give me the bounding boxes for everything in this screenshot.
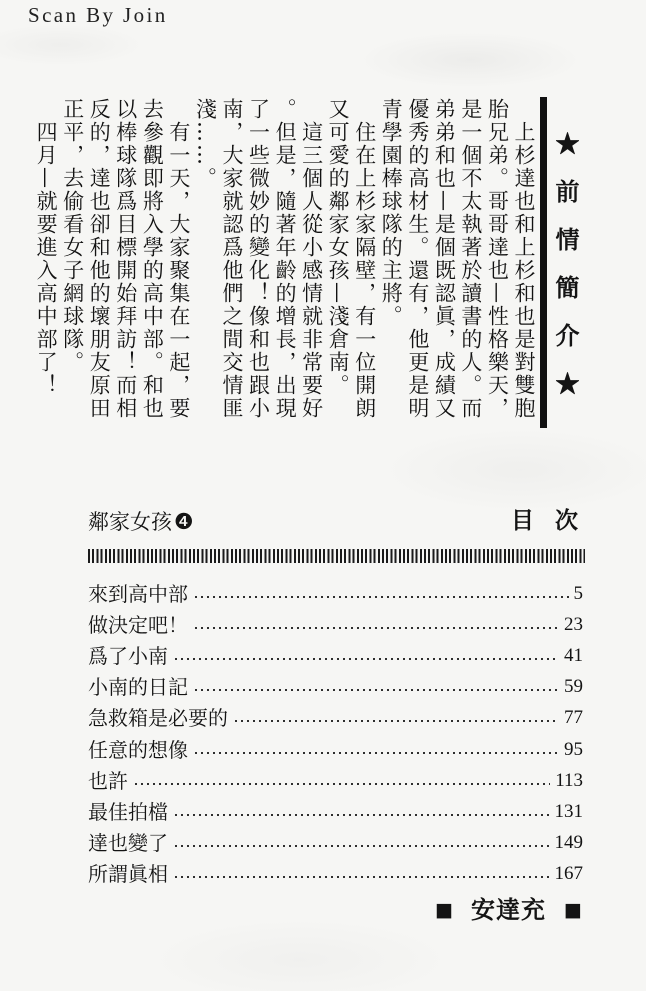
book-title-text: 鄰家女孩 [88, 510, 172, 534]
toc-row [88, 703, 583, 734]
book-title [88, 508, 194, 537]
synopsis-line: 去參觀即將入學的高中部。和也 [140, 98, 165, 420]
synopsis-heading: ★前情簡介★ [551, 131, 580, 419]
chapter-title: 爲了小南 [88, 643, 168, 668]
page-number: 149 [554, 832, 583, 854]
chapter-title: 達也變了 [88, 831, 168, 856]
toc-row [88, 672, 583, 703]
synopsis-line: 優秀的高材生。還有，他更是明 [405, 98, 430, 420]
toc-row [88, 765, 583, 796]
synopsis-line: 淺……。 [193, 98, 218, 190]
synopsis-line: 弟弟和也—是個既認眞，成績又 [432, 98, 457, 420]
synopsis-line: 又可愛的鄰家女孩—淺倉南。 [326, 98, 351, 397]
synopsis-line: 青學園棒球隊的主將。 [379, 98, 404, 328]
toc-row [88, 796, 583, 827]
synopsis-line: 正平，去偷看女子網球隊。 [60, 98, 85, 374]
chapter-title: 小南的日記 [88, 675, 188, 700]
page-number: 41 [564, 644, 583, 666]
toc-row [88, 859, 583, 890]
page-number: 59 [564, 676, 583, 698]
synopsis-line: 南，大家就認爲他們之間交情匪 [219, 98, 244, 420]
synopsis-text [32, 98, 537, 428]
square-bullet-icon: ■ [435, 899, 454, 921]
synopsis-divider-bar [540, 97, 547, 428]
synopsis-line: 是一個不太執著於讀書的人。而 [458, 98, 483, 420]
dot-leader [195, 627, 559, 629]
page-number: 5 [573, 582, 583, 604]
synopsis-line: 了一些微妙的變化！像和也跟小 [246, 98, 271, 420]
synopsis-line: 上杉達也和上杉和也是對雙胞 [512, 121, 536, 420]
page-number: 95 [564, 738, 583, 760]
toc-list [88, 578, 583, 890]
page-number: 113 [555, 769, 583, 791]
dot-leader [175, 876, 550, 878]
author-credit [435, 896, 582, 924]
synopsis-line: 四月—就要進入高中部了！ [34, 121, 59, 397]
toc-divider-rule [88, 549, 585, 563]
synopsis-line: 這三個人從小感情就非常要好 [299, 121, 324, 420]
toc-row [88, 640, 583, 671]
square-bullet-icon: ■ [564, 899, 582, 921]
page-number: 131 [554, 800, 583, 822]
dot-leader [195, 596, 569, 598]
author-name: 安達充 [471, 895, 547, 924]
dot-leader [135, 783, 550, 785]
page-number: 167 [554, 863, 583, 885]
toc-row [88, 609, 583, 640]
chapter-title: 所謂眞相 [88, 862, 168, 887]
scan-credit: Scan By Join [28, 3, 168, 27]
chapter-title: 急救箱是必要的 [88, 706, 228, 731]
dot-leader [175, 814, 550, 816]
dot-leader [175, 658, 559, 660]
chapter-title: 來到高中部 [88, 581, 188, 606]
synopsis-line: 反的，達也卻和他的壞朋友原田 [87, 98, 112, 420]
toc-row [88, 578, 583, 609]
toc-row [88, 734, 583, 765]
page-number: 77 [564, 707, 583, 729]
chapter-title: 也許 [88, 768, 128, 793]
synopsis-line: 住在上杉家隔壁，有一位開朗 [352, 121, 377, 420]
chapter-title: 做決定吧！ [88, 612, 188, 637]
dot-leader [195, 689, 559, 691]
chapter-title: 任意的想像 [88, 737, 188, 762]
dot-leader [195, 752, 559, 754]
synopsis-line: 有一天，大家聚集在一起，要 [166, 121, 191, 420]
toc-heading: 目次 [511, 507, 599, 534]
synopsis-line: 以棒球隊爲目標開始拜訪！而相 [113, 98, 138, 420]
dot-leader [235, 720, 559, 722]
synopsis-line: 。但是，隨著年齡的增長，出現 [273, 98, 298, 420]
toc-row [88, 828, 583, 859]
page-number: 23 [564, 613, 583, 635]
dot-leader [175, 845, 550, 847]
volume-number-badge: ❹ [174, 510, 194, 535]
chapter-title: 最佳拍檔 [88, 799, 168, 824]
synopsis-line: 胎兄弟。哥哥達也—性格樂天， [485, 98, 510, 420]
